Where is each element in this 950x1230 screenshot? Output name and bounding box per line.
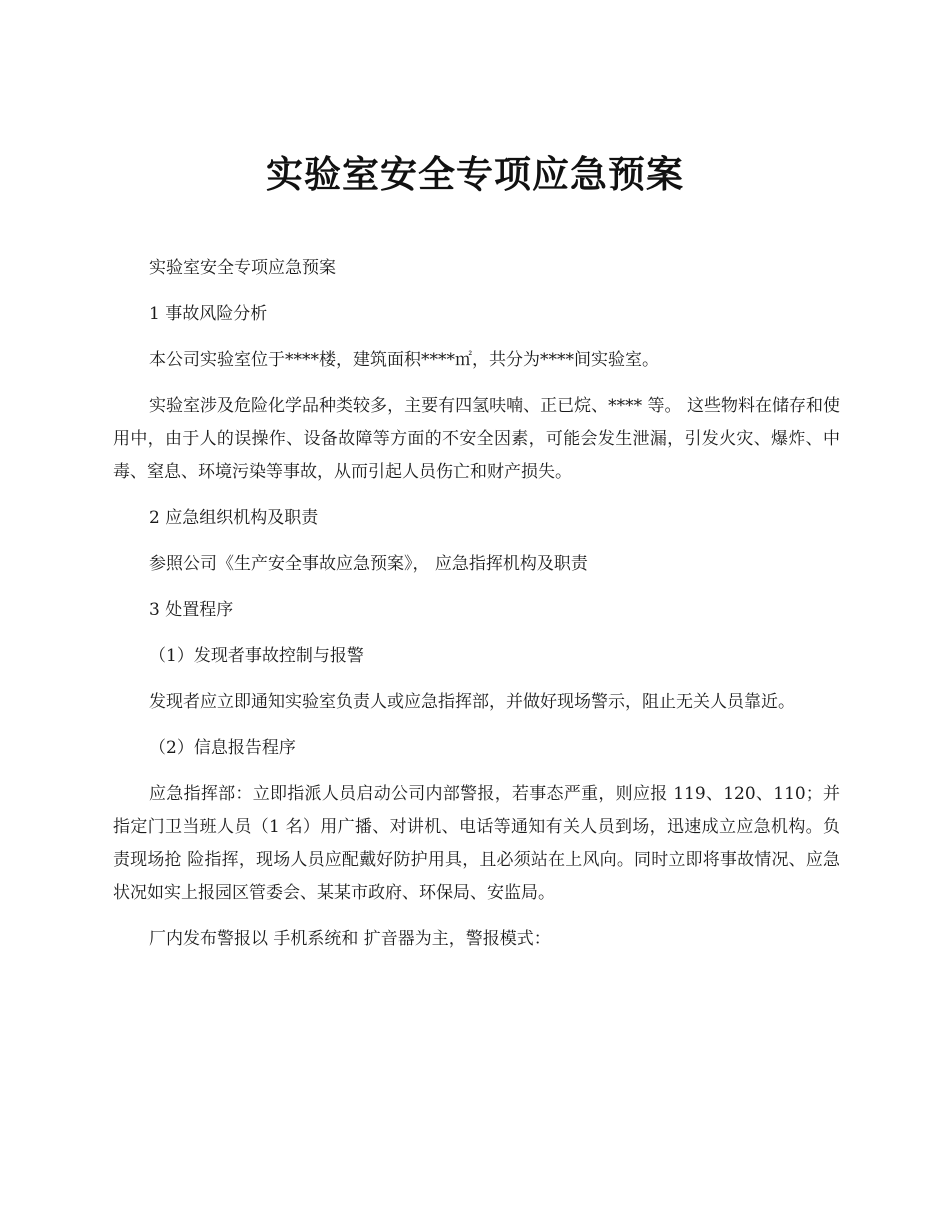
paragraph-reference-plan: 参照公司《生产安全事故应急预案》， 应急指挥机构及职责 [149,554,588,574]
section-heading-risk-analysis: 1 事故风险分析 [149,304,268,324]
subheading-discoverer-control: （1）发现者事故控制与报警 [149,646,364,666]
paragraph-discoverer-action: 发现者应立即通知实验室负责人或应急指挥部，并做好现场警示，阻止无关人员靠近。 [149,692,795,712]
paragraph-alarm-mode: 厂内发布警报以 手机系统和 扩音器为主，警报模式： [149,929,551,949]
subheading-info-report: （2）信息报告程序 [149,738,296,758]
paragraph-command-center: 应急指挥部：立即指派人员启动公司内部警报，若事态严重，则应报 119、120、110；并指定门卫当班人员（1 名）用广播、对讲机、电话等通知有关人员到场，迅速成立应急机构。负责现场抢 险指挥，现场人员应配戴好防护用具，且必须站在上风向。同时立即将事故情况、应急状况如实上报园区管委会、某某市政府、环保局、安监局。 [113,784,840,903]
document-body [113,252,840,969]
document-title: 实验室安全专项应急预案 [266,152,684,196]
section-heading-procedure: 3 处置程序 [149,600,234,620]
section-heading-organization: 2 应急组织机构及职责 [149,508,319,528]
paragraph-hazardous-chemicals: 实验室涉及危险化学品种类较多，主要有四氢呋喃、正已烷、**** 等。 这些物料在储存和使用中，由于人的误操作、设备故障等方面的不安全因素，可能会发生泄漏，引发火灾、爆炸、中毒、窒息、环境污染等事故，从而引起人员伤亡和财产损失。 [113,396,840,482]
paragraph-lab-location: 本公司实验室位于****楼，建筑面积****㎡，共分为****间实验室。 [149,350,659,370]
paragraph-subtitle: 实验室安全专项应急预案 [149,258,336,278]
